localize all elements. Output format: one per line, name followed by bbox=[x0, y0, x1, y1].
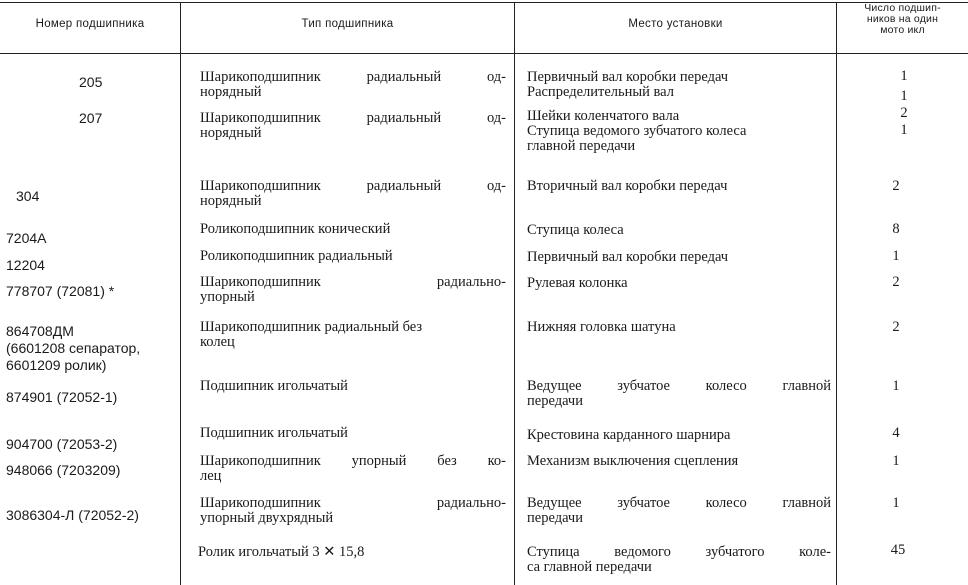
row-number: 864708ДМ (6601208 сепаратор, 6601209 ролик) bbox=[6, 323, 141, 373]
col-divider-3 bbox=[836, 2, 837, 585]
row-place: Первичный вал коробки передач bbox=[527, 249, 729, 265]
row-place: Механизм выключения сцепления bbox=[527, 453, 739, 469]
row-count: 2 bbox=[892, 319, 900, 335]
row-count: 1 bbox=[900, 122, 908, 138]
row-number: 948066 (7203209) bbox=[6, 462, 121, 478]
row-type: Роликоподшипник радиальный bbox=[200, 248, 393, 264]
row-count: 1 bbox=[892, 495, 900, 511]
row-number: 874901 (72052-1) bbox=[6, 389, 118, 405]
row-place: Крестовина карданного шарнира bbox=[527, 427, 731, 443]
row-type: Шарикоподшипник радиально- упорный bbox=[200, 274, 506, 305]
row-type: Роликоподшипник конический bbox=[200, 221, 391, 237]
row-type: Ролик игольчатый 3 ✕ 15,8 bbox=[198, 544, 365, 560]
header-rule bbox=[0, 53, 968, 54]
row-type: Шарикоподшипник радиальный без колец bbox=[200, 319, 423, 350]
row-type: Шарикоподшипник упорный без ко- лец bbox=[200, 453, 506, 484]
row-count: 1 bbox=[892, 248, 900, 264]
row-place: Ведущее зубчатое колесо главной передачи bbox=[527, 495, 831, 526]
row-count: 8 bbox=[892, 221, 900, 237]
row-number: 904700 (72053-2) bbox=[6, 436, 118, 452]
row-type: Шарикоподшипник радиальный од- норядный bbox=[200, 178, 506, 209]
header-type: Тип подшипника bbox=[301, 18, 394, 30]
row-number: 778707 (72081) * bbox=[6, 283, 115, 299]
row-count: 2 bbox=[892, 178, 900, 194]
row-place: Первичный вал коробки передач Распределительный вал bbox=[527, 69, 729, 100]
row-count: 4 bbox=[892, 425, 900, 441]
row-number: 3086304-Л (72052-2) bbox=[6, 507, 139, 523]
row-number: 304 bbox=[16, 188, 40, 204]
row-type: Подшипник игольчатый bbox=[200, 378, 348, 394]
row-place: Рулевая колонка bbox=[527, 275, 628, 291]
row-count: 2 bbox=[892, 274, 900, 290]
row-count: 1 bbox=[892, 453, 900, 469]
row-type: Шарикоподшипник радиально- упорный двухрядный bbox=[200, 495, 506, 526]
row-type: Шарикоподшипник радиальный од- норядный bbox=[200, 69, 506, 100]
row-place: Ступица ведомого зубчатого коле- са главной передачи bbox=[527, 544, 831, 575]
col-divider-2 bbox=[514, 2, 515, 585]
row-count: 1 bbox=[892, 378, 900, 394]
row-number: 205 bbox=[79, 74, 103, 90]
row-type: Шарикоподшипник радиальный од- норядный bbox=[200, 110, 506, 141]
row-number: 7204А bbox=[6, 230, 47, 246]
row-count: 2 bbox=[900, 105, 908, 121]
header-place: Место установки bbox=[628, 18, 723, 30]
top-rule bbox=[0, 2, 968, 3]
col-divider-1 bbox=[180, 2, 181, 585]
row-place: Ступица колеса bbox=[527, 222, 624, 238]
row-place: Ведущее зубчатое колесо главной передачи bbox=[527, 378, 831, 409]
row-number: 12204 bbox=[6, 257, 45, 273]
row-place: Вторичный вал коробки передач bbox=[527, 178, 728, 194]
row-type: Подшипник игольчатый bbox=[200, 425, 348, 441]
row-count: 1 bbox=[900, 68, 908, 84]
header-count: Число подшип- ников на один мото икл bbox=[864, 2, 941, 36]
row-count: 45 bbox=[890, 542, 906, 558]
row-count: 1 bbox=[900, 88, 908, 104]
header-number: Номер подшипника bbox=[35, 18, 145, 30]
row-number: 207 bbox=[79, 110, 103, 126]
row-place: Нижняя головка шатуна bbox=[527, 319, 676, 335]
row-place: Шейки коленчатого вала Ступица ведомого зубчатого колеса главной передачи bbox=[527, 108, 747, 154]
